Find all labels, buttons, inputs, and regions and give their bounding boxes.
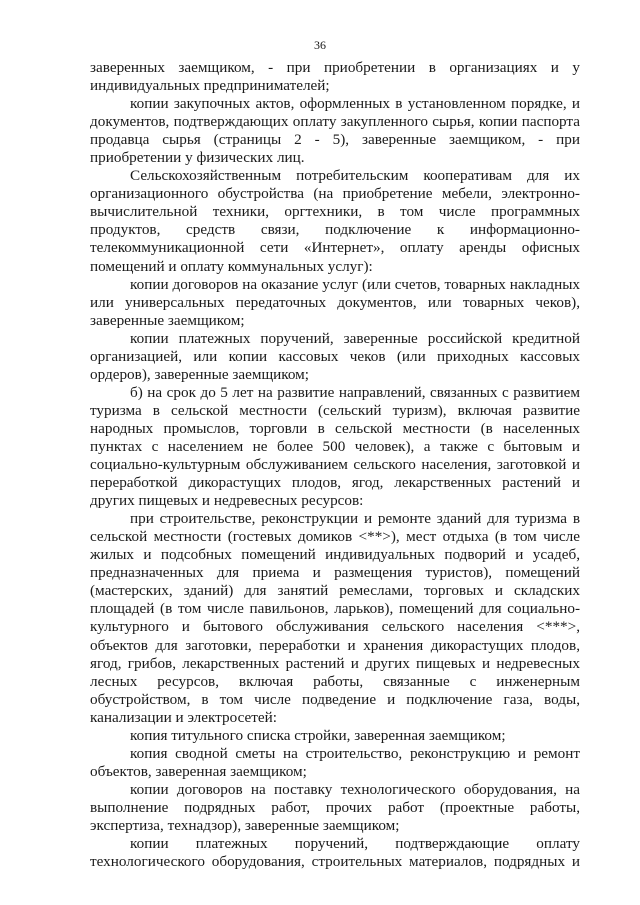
paragraph: копии договоров на оказание услуг (или счетов, товарных накладных или универсальных передаточных документов, или товарных чеков), заверенные заемщиком; [90, 275, 580, 329]
paragraph: б) на срок до 5 лет на развитие направлений, связанных с развитием туризма в сельской местности (сельский туризм), включая развитие народных промыслов, торговли в сельской местности (в населенных пунктах с населением не более 500 человек), а также с бытовым и социально-культурным обслуживанием сельского населения, заготовкой и переработкой дикорастущих плодов, ягод, лекарственных растений и других пищевых и недревесных ресурсов: [90, 383, 580, 510]
paragraph: копии платежных поручений, заверенные российской кредитной организацией, или копии кассовых чеков (или приходных кассовых ордеров), заверенные заемщиком; [90, 329, 580, 383]
document-body [90, 59, 580, 871]
paragraph: копии договоров на поставку технологического оборудования, на выполнение подрядных работ, прочих работ (проектные работы, экспертиза, технадзор), заверенные заемщиком; [90, 780, 580, 834]
paragraph: копии закупочных актов, оформленных в установленном порядке, и документов, подтверждающих оплату закупленного сырья, копии паспорта продавца сырья (страницы 2 - 5), заверенные заемщиком, - при приобретении у физических лиц. [90, 95, 580, 167]
paragraph: при строительстве, реконструкции и ремонте зданий для туризма в сельской местности (гостевых домиков <**>), мест отдыха (в том числе жилых и подсобных помещений индивидуальных подворий и усадеб, предназначенных для приема и размещения туристов), помещений (мастерских, зданий) для занятий ремеслами, торговых и складских площадей (в том числе павильонов, ларьков), помещений для социально-культурного и бытового обслуживания сельского населения <***>, объектов для заготовки, переработки и хранения дикорастущих плодов, ягод, грибов, лекарственных растений и других пищевых и недревесных лесных ресурсов, включая работы, связанные с инженерным обустройством, в том числе подведение и подключение газа, воды, канализации и электросетей: [90, 510, 580, 726]
paragraph: копия титульного списка стройки, заверенная заемщиком; [130, 726, 506, 744]
paragraph: Сельскохозяйственным потребительским кооперативам для их организационного обустройства (на приобретение мебели, электронно-вычислительной техники, оргтехники, в том числе программных продуктов, средств связи, подключение к информационно-телекоммуникационной сети «Интернет», оплату аренды офисных помещений и оплату коммунальных услуг): [90, 167, 580, 275]
page-number: 36 [314, 38, 326, 52]
paragraph: заверенных заемщиком, - при приобретении в организациях и у индивидуальных предпринимателей; [90, 59, 580, 95]
paragraph: копии платежных поручений, подтверждающие оплату технологического оборудования, строительных материалов, подрядных и [90, 835, 580, 871]
paragraph: копия сводной сметы на строительство, реконструкцию и ремонт объектов, заверенная заемщиком; [90, 744, 580, 780]
